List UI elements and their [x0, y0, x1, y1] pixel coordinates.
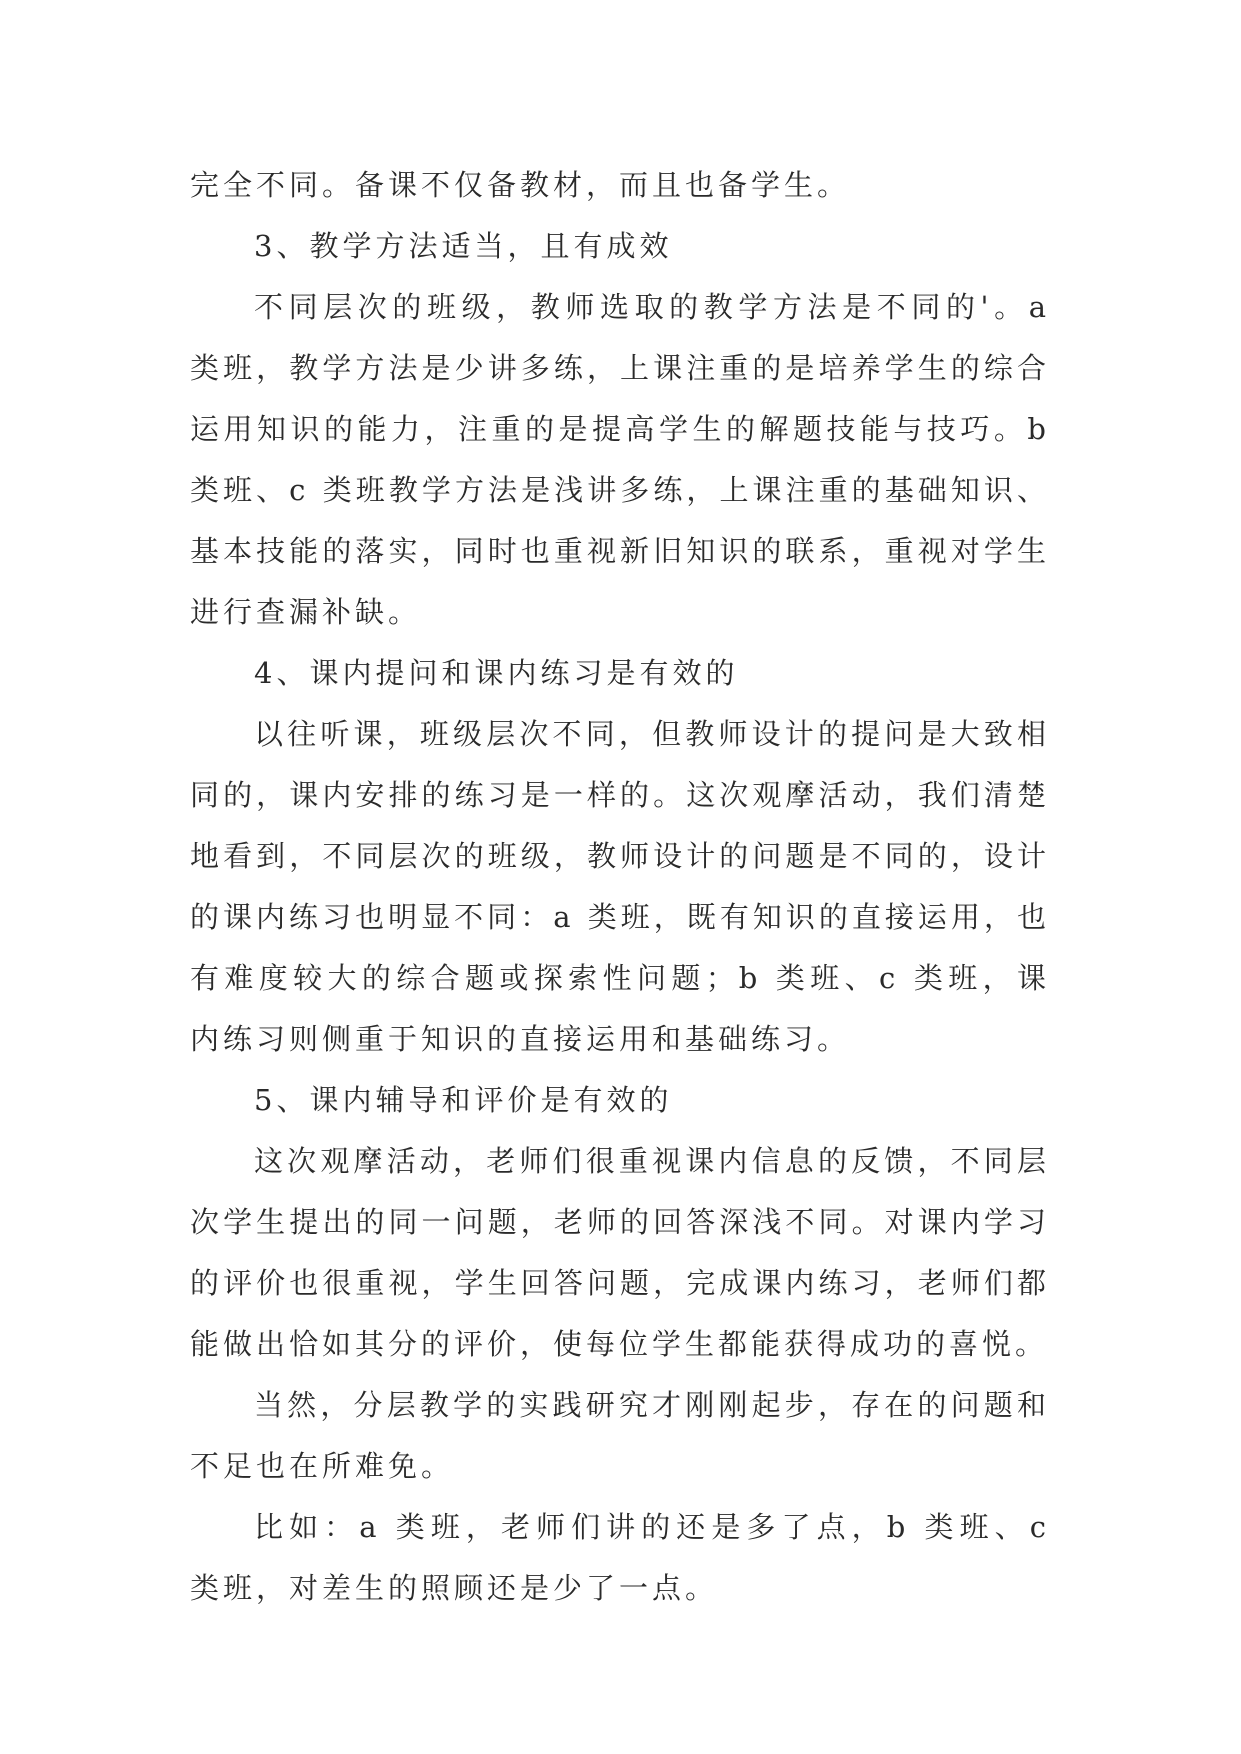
paragraph-continuation: 完全不同。备课不仅备教材，而且也备学生。: [190, 168, 851, 202]
paragraph-guidance-evaluation: 这次观摩活动，老师们很重视课内信息的反馈，不同层次学生提出的同一问题，老师的回答深浅不同。对课内学习的评价也很重视，学生回答问题，完成课内练习，老师们都能做出恰如其分的评价，使每位学生都能获得成功的喜悦。: [190, 1144, 1050, 1361]
paragraph-teaching-methods: 不同层次的班级，教师选取的教学方法是不同的'。a 类班，教学方法是少讲多练，上课注重的是培养学生的综合运用知识的能力，注重的是提高学生的解题技能与技巧。b 类班、c 类班教学方法是浅讲多练，上课注重的基础知识、基本技能的落实，同时也重视新旧知识的联系，重视对学生进行查漏补缺。: [190, 290, 1050, 629]
paragraph-example: 比如：a 类班，老师们讲的还是多了点，b 类班、c 类班，对差生的照顾还是少了一点。: [190, 1510, 1050, 1605]
paragraph-problems: 当然，分层教学的实践研究才刚刚起步，存在的问题和不足也在所难免。: [190, 1388, 1050, 1483]
section-heading-3: 3、教学方法适当，且有成效: [254, 229, 673, 263]
document-body: [190, 155, 1050, 1619]
section-heading-5: 5、课内辅导和评价是有效的: [254, 1083, 673, 1117]
section-heading-4: 4、课内提问和课内练习是有效的: [254, 656, 739, 690]
paragraph-questions-exercises: 以往听课，班级层次不同，但教师设计的提问是大致相同的，课内安排的练习是一样的。这次观摩活动，我们清楚地看到，不同层次的班级，教师设计的问题是不同的，设计的课内练习也明显不同：a 类班，既有知识的直接运用，也有难度较大的综合题或探索性问题；b 类班、c 类班，课内练习则侧重于知识的直接运用和基础练习。: [190, 717, 1050, 1056]
